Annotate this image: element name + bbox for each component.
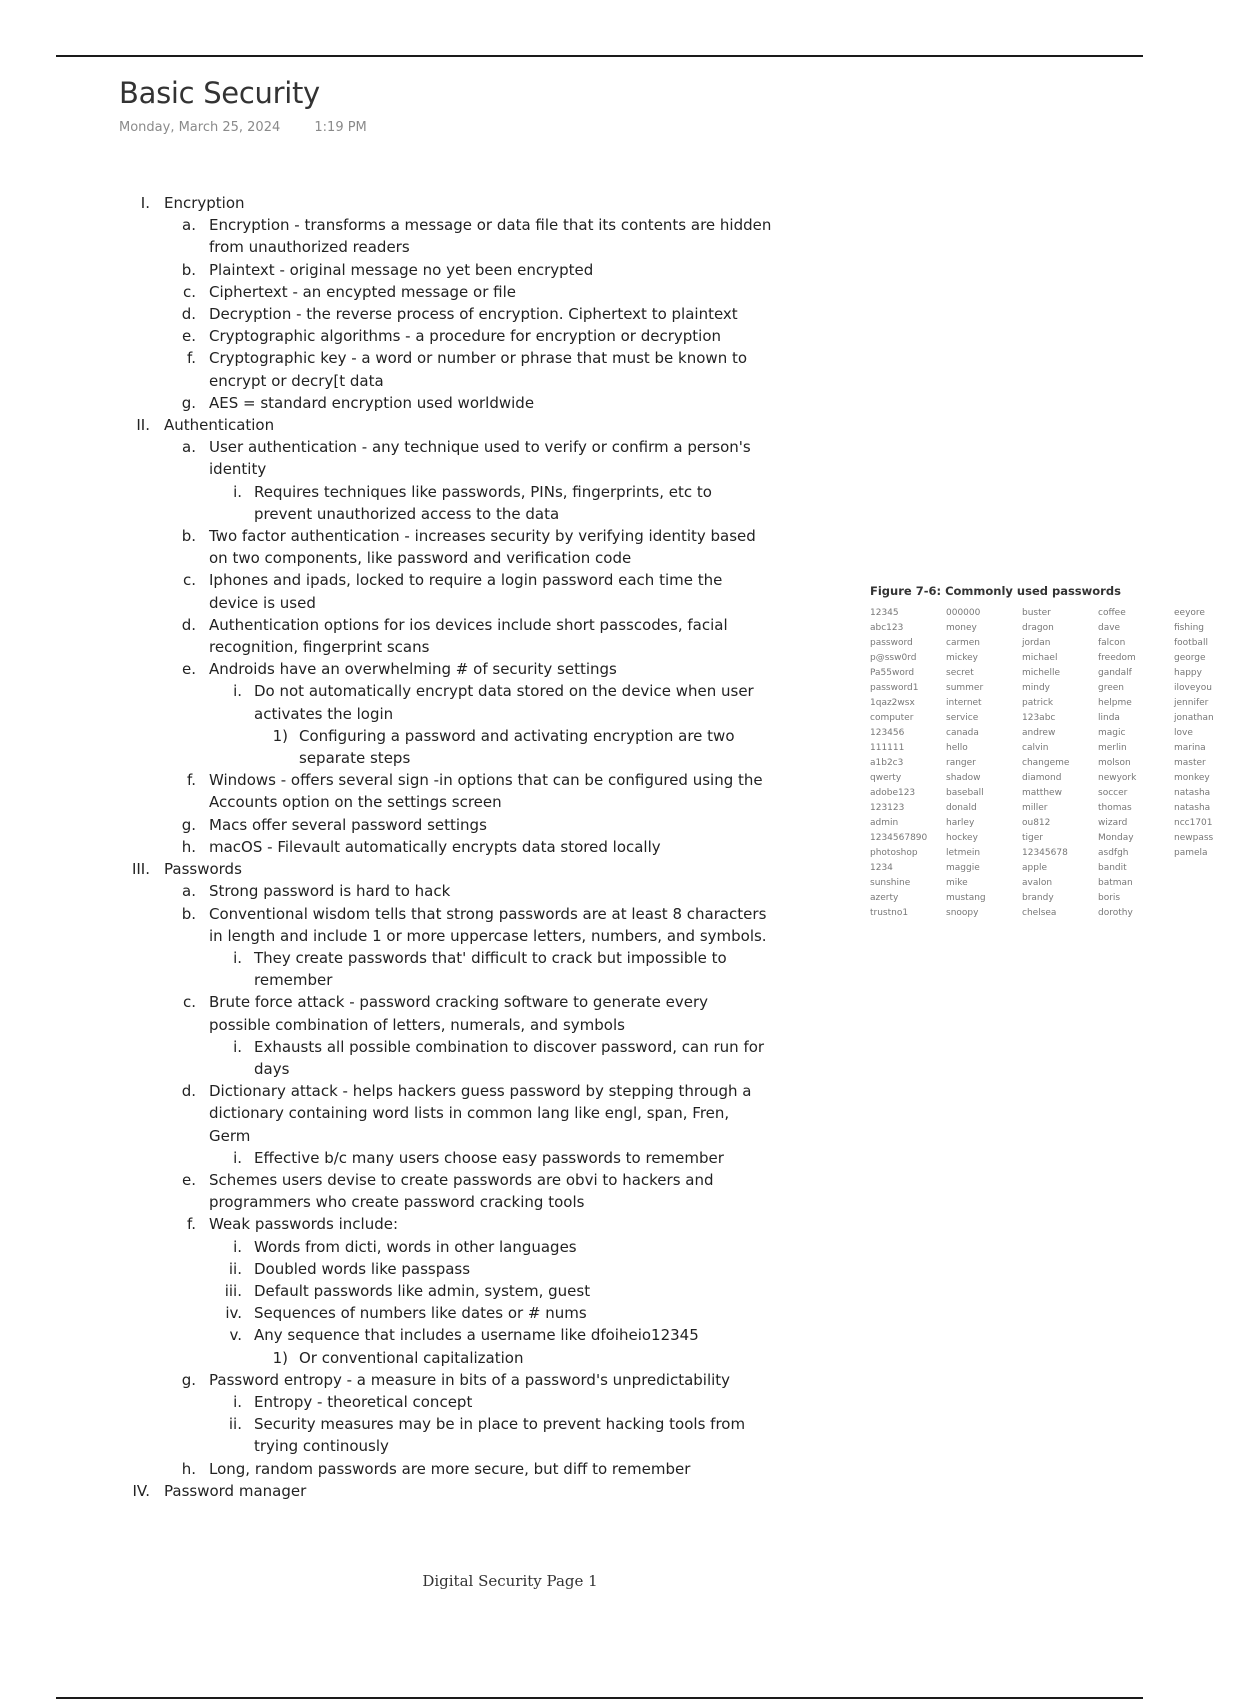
outline-text: Exhausts all possible combination to discover password, can run for [254, 1037, 765, 1056]
outline-line [118, 1480, 768, 1502]
outline-line [118, 481, 768, 503]
password-cell: 1234567890 [870, 833, 928, 843]
password-cell: ou812 [1022, 818, 1051, 828]
password-cell: chelsea [1022, 908, 1057, 918]
outline-marker: I. [140, 194, 150, 212]
outline-marker: e. [182, 1170, 196, 1189]
password-cell: wizard [1098, 818, 1128, 828]
outline-line [118, 658, 768, 680]
password-cell: buster [1022, 608, 1051, 618]
password-cell: avalon [1022, 878, 1053, 888]
page-date: Monday, March 25, 2024 [119, 120, 281, 135]
outline-line [118, 458, 768, 480]
password-figure [870, 584, 1214, 921]
password-cell: gandalf [1098, 668, 1132, 678]
password-cell: freedom [1098, 653, 1136, 663]
outline-text: Macs offer several password settings [209, 815, 487, 834]
password-cell: jennifer [1174, 698, 1209, 708]
outline-text: Plaintext - original message no yet been encrypted [209, 260, 594, 279]
outline-line [118, 436, 768, 458]
outline-line [118, 1014, 768, 1036]
password-cell: dorothy [1098, 908, 1133, 918]
password-cell: calvin [1022, 743, 1049, 753]
outline-text: Sequences of numbers like dates or # nums [254, 1304, 587, 1323]
password-cell: natasha [1174, 803, 1211, 813]
password-cell: qwerty [870, 773, 902, 783]
outline-text: Dictionary attack - helps hackers guess password by stepping through a [209, 1082, 752, 1101]
outline-text: Do not automatically encrypt data stored on the device when user [254, 682, 754, 701]
figure-caption: Figure 7-6: Commonly used passwords [870, 584, 1121, 598]
outline-marker: III. [131, 860, 150, 879]
outline-text: Doubled words like passpass [254, 1259, 471, 1278]
password-cell [1174, 891, 1250, 906]
outline-line [118, 1347, 768, 1369]
password-cell [1174, 906, 1250, 921]
outline-marker: g. [181, 815, 196, 834]
password-cell: natasha [1174, 788, 1211, 798]
outline-text: Germ [209, 1126, 251, 1145]
outline-text: Brute force attack - password cracking software to generate every [209, 993, 709, 1012]
outline-line [118, 1058, 768, 1080]
outline-text: Cryptographic key - a word or number or phrase that must be known to [209, 349, 748, 368]
outline-text: on two components, like password and verification code [209, 549, 632, 568]
password-cell: dragon [1022, 623, 1054, 633]
password-cell: pamela [1174, 848, 1208, 858]
outline-line [118, 503, 768, 525]
outline-text: remember [254, 971, 333, 990]
outline-marker: II. [136, 416, 150, 435]
outline-text: Ciphertext - an encypted message or file [209, 282, 517, 301]
outline-text: Encryption - transforms a message or data file that its contents are hidden [209, 216, 772, 235]
outline-line [118, 1435, 768, 1457]
password-cell: boris [1098, 893, 1121, 903]
password-cell: thomas [1098, 803, 1132, 813]
password-cell: photoshop [870, 848, 918, 858]
outline-text: device is used [209, 593, 316, 612]
outline-marker: i. [233, 1392, 242, 1411]
password-cell: 123456 [870, 728, 905, 738]
outline-marker: iii. [224, 1281, 242, 1300]
password-cell: canada [946, 728, 979, 738]
outline-line [118, 969, 768, 991]
outline-line [118, 214, 772, 236]
outline-text: dictionary containing word lists in common lang like engl, span, Fren, [209, 1104, 730, 1123]
password-cell: adobe123 [870, 788, 916, 798]
outline-line [118, 1236, 768, 1258]
password-cell: password [870, 638, 913, 648]
outline-text: trying continously [254, 1437, 389, 1456]
password-cell: jordan [1022, 638, 1051, 648]
outline-text: Accounts option on the settings screen [209, 793, 502, 812]
outline-line [118, 747, 768, 769]
outline-text: prevent unauthorized access to the data [254, 504, 560, 523]
outline-marker: g. [181, 393, 196, 412]
password-cell: helpme [1098, 698, 1132, 708]
outline-marker: i. [233, 948, 242, 967]
outline-text: recognition, fingerprint scans [209, 638, 430, 657]
password-cell [1174, 861, 1250, 876]
page-footer: Digital Security Page 1 [422, 1572, 598, 1590]
password-cell: service [946, 713, 979, 723]
outline-text: Any sequence that includes a username like dfoiheio12345 [254, 1326, 699, 1345]
password-cell [1174, 876, 1250, 891]
outline-marker: 1) [272, 726, 288, 745]
outline-line [118, 347, 768, 369]
outline-text: Configuring a password and activating encryption are two [299, 726, 735, 745]
password-cell: trustno1 [870, 908, 909, 918]
outline-text: Two factor authentication - increases security by verifying identity based [209, 527, 756, 546]
outline-marker: f. [187, 349, 196, 368]
password-cell: george [1174, 653, 1206, 663]
password-cell: 123abc [1022, 713, 1056, 723]
outline-marker: d. [181, 1082, 196, 1101]
password-cell: admin [870, 818, 899, 828]
outline-marker: c. [182, 571, 196, 590]
password-cell: miller [1022, 803, 1048, 813]
outline-text: Schemes users devise to create passwords are obvi to hackers and [209, 1170, 714, 1189]
outline-text: from unauthorized readers [209, 238, 410, 257]
outline-line [118, 1302, 768, 1324]
outline-marker: e. [182, 660, 196, 679]
outline-line [118, 414, 768, 436]
password-cell: azerty [870, 893, 899, 903]
password-cell: 000000 [946, 608, 981, 618]
password-cell: linda [1098, 713, 1120, 723]
outline-text: Entropy - theoretical concept [254, 1392, 473, 1411]
outline-line [118, 525, 768, 547]
bottom-rule [56, 1697, 1143, 1699]
password-cell: internet [946, 698, 982, 708]
password-cell: green [1098, 683, 1124, 693]
password-cell: 1234 [870, 863, 893, 873]
outline-marker: e. [182, 327, 196, 346]
outline-text: They create passwords that' difficult to crack but impossible to [254, 948, 727, 967]
outline-line [118, 192, 768, 214]
password-cell: michelle [1022, 668, 1060, 678]
outline-text: Windows - offers several sign -in options that can be configured using the [209, 771, 763, 790]
outline-line [118, 1191, 768, 1213]
password-cell: p@ssw0rd [870, 653, 917, 663]
outline-marker: b. [181, 260, 196, 279]
password-cell: mustang [946, 893, 986, 903]
outline-text: identity [209, 460, 267, 479]
password-cell: merlin [1098, 743, 1127, 753]
password-cell: andrew [1022, 728, 1056, 738]
outline-line [118, 1369, 768, 1391]
outline-line [118, 325, 768, 347]
password-cell: diamond [1022, 773, 1062, 783]
outline-text: User authentication - any technique used to verify or confirm a person's [209, 438, 751, 457]
outline-text: Androids have an overwhelming # of security settings [209, 660, 617, 679]
outline-text: Requires techniques like passwords, PINs, fingerprints, etc to [254, 482, 712, 501]
outline-text: Or conventional capitalization [299, 1348, 524, 1367]
outline-text: macOS - Filevault automatically encrypts data stored locally [209, 837, 661, 856]
outline-line [118, 592, 768, 614]
password-cell: eeyore [1174, 608, 1205, 618]
outline-text: encrypt or decry[t data [209, 371, 384, 390]
outline-line [118, 547, 768, 569]
password-cell: mindy [1022, 683, 1051, 693]
password-cell: sunshine [870, 878, 911, 888]
password-cell: money [946, 623, 977, 633]
password-cell: soccer [1098, 788, 1128, 798]
outline-line [118, 836, 768, 858]
outline-line [118, 1125, 768, 1147]
outline-marker: h. [181, 1459, 196, 1478]
outline-marker: d. [181, 615, 196, 634]
page-timestamp [119, 120, 367, 135]
password-cell: computer [870, 713, 914, 723]
outline-marker: iv. [225, 1304, 242, 1323]
outline-line [118, 1169, 768, 1191]
password-cell: hello [946, 743, 968, 753]
outline-line [118, 703, 768, 725]
outline-text: Iphones and ipads, locked to require a login password each time the [209, 571, 723, 590]
outline-line [118, 303, 768, 325]
outline-marker: ii. [228, 1259, 242, 1278]
outline-marker: a. [182, 216, 196, 235]
outline-marker: a. [182, 438, 196, 457]
outline-marker: d. [181, 305, 196, 324]
outline-line [118, 1147, 768, 1169]
password-cell: 111111 [870, 743, 905, 753]
password-cell: 123123 [870, 803, 905, 813]
outline-marker: g. [181, 1370, 196, 1389]
password-cell: coffee [1098, 608, 1126, 618]
password-cell: marina [1174, 743, 1206, 753]
password-cell: hockey [946, 833, 978, 843]
outline-line [118, 903, 768, 925]
outline-line [118, 814, 768, 836]
outline-line [118, 880, 768, 902]
outline-line [118, 1036, 768, 1058]
password-cell: letmein [946, 848, 981, 858]
password-cell: newyork [1098, 773, 1137, 783]
outline-line [118, 1080, 768, 1102]
outline-text: possible combination of letters, numerals, and symbols [209, 1015, 625, 1034]
outline-text: Decryption - the reverse process of encryption. Ciphertext to plaintext [209, 305, 738, 324]
password-cell: iloveyou [1174, 683, 1212, 693]
outline-marker: i. [233, 1037, 242, 1056]
outline-marker: a. [182, 882, 196, 901]
password-cell: a1b2c3 [870, 758, 904, 768]
password-cell: harley [946, 818, 975, 828]
outline-line [118, 1102, 768, 1124]
outline-text: Words from dicti, words in other languages [254, 1237, 577, 1256]
outline-line [118, 236, 768, 258]
password-cell: snoopy [946, 908, 979, 918]
outline-text: activates the login [254, 704, 394, 723]
outline-text: Passwords [164, 860, 242, 879]
outline-text: Default passwords like admin, system, guest [254, 1281, 591, 1300]
outline-text: Encryption [164, 194, 245, 212]
password-cell: Pa55word [870, 668, 915, 678]
outline-marker: v. [229, 1326, 242, 1345]
password-cell: brandy [1022, 893, 1054, 903]
outline-marker: 1) [272, 1348, 288, 1367]
outline-marker: f. [187, 1215, 196, 1234]
outline-marker: i. [233, 1148, 242, 1167]
password-cell: Monday [1098, 833, 1134, 843]
outline-line [118, 1258, 768, 1280]
password-cell: falcon [1098, 638, 1126, 648]
password-table [870, 606, 1214, 921]
outline-text: Authentication options for ios devices include short passcodes, facial [209, 615, 728, 634]
outline-marker: b. [181, 904, 196, 923]
outline-line [118, 858, 768, 880]
password-cell: bandit [1098, 863, 1127, 873]
password-cell: ranger [946, 758, 976, 768]
password-cell: newpass [1174, 833, 1214, 843]
page-time: 1:19 PM [314, 120, 367, 135]
outline-text: Strong password is hard to hack [209, 882, 451, 901]
outline-text: in length and include 1 or more uppercase letters, numbers, and symbols. [209, 926, 767, 945]
outline-text: days [254, 1059, 290, 1078]
password-cell: maggie [946, 863, 980, 873]
outline-line [118, 791, 768, 813]
password-cell: football [1174, 638, 1208, 648]
password-cell: jonathan [1174, 713, 1214, 723]
outline-text: separate steps [299, 749, 411, 768]
password-cell: 12345678 [1022, 848, 1068, 858]
outline-text: Password entropy - a measure in bits of a password's unpredictability [209, 1370, 731, 1389]
password-cell: apple [1022, 863, 1047, 873]
outline-line [118, 947, 768, 969]
password-cell: abc123 [870, 623, 904, 633]
outline-text: Conventional wisdom tells that strong passwords are at least 8 characters [209, 904, 767, 923]
outline-line [118, 1213, 768, 1235]
outline-line [118, 1391, 768, 1413]
password-cell: donald [946, 803, 977, 813]
outline-text: AES = standard encryption used worldwide [209, 393, 535, 412]
password-cell: matthew [1022, 788, 1062, 798]
outline-marker: c. [182, 993, 196, 1012]
outline-text: programmers who create password cracking tools [209, 1193, 585, 1212]
outline-text: Authentication [164, 416, 275, 435]
password-cell: magic [1098, 728, 1126, 738]
outline-marker: b. [181, 527, 196, 546]
outline-line [118, 680, 768, 702]
password-cell: shadow [946, 773, 981, 783]
outline-marker: ii. [228, 1415, 242, 1434]
password-cell: asdfgh [1098, 848, 1129, 858]
password-cell: monkey [1174, 773, 1210, 783]
password-cell: mickey [946, 653, 978, 663]
outline-line [118, 1280, 768, 1302]
password-cell: happy [1174, 668, 1202, 678]
password-cell: baseball [946, 788, 984, 798]
top-rule [56, 55, 1143, 57]
password-cell: 12345 [870, 608, 899, 618]
outline-text: Long, random passwords are more secure, but diff to remember [209, 1459, 691, 1478]
password-cell: batman [1098, 878, 1133, 888]
outline-text: Password manager [164, 1481, 307, 1500]
password-cell: password1 [870, 683, 919, 693]
outline-line [118, 392, 768, 414]
outline-line [118, 259, 768, 281]
outline-line [118, 769, 768, 791]
outline-marker: f. [187, 771, 196, 790]
outline-line [118, 725, 768, 747]
outline-line [118, 281, 768, 303]
outline-line [118, 614, 768, 636]
outline-line [118, 1413, 768, 1435]
notes-outline [118, 192, 772, 1502]
outline-line [118, 1458, 768, 1480]
password-cell: patrick [1022, 698, 1054, 708]
outline-marker: i. [233, 1237, 242, 1256]
outline-text: Effective b/c many users choose easy passwords to remember [254, 1148, 724, 1167]
password-cell: fishing [1174, 623, 1204, 633]
outline-line [118, 370, 768, 392]
outline-line [118, 925, 768, 947]
password-cell: 1qaz2wsx [870, 698, 915, 708]
outline-text: Cryptographic algorithms - a procedure for encryption or decryption [209, 327, 722, 346]
outline-line [118, 991, 768, 1013]
outline-marker: h. [181, 837, 196, 856]
outline-marker: c. [182, 282, 196, 301]
outline-marker: IV. [132, 1481, 150, 1500]
password-cell: michael [1022, 653, 1058, 663]
outline-marker: i. [233, 482, 242, 501]
page-title: Basic Security [119, 76, 320, 110]
password-cell: mike [946, 878, 968, 888]
password-cell: tiger [1022, 833, 1043, 843]
password-cell: changeme [1022, 758, 1070, 768]
outline-text: Weak passwords include: [209, 1215, 399, 1234]
outline-line [118, 636, 768, 658]
password-cell: dave [1098, 623, 1121, 633]
outline-line [118, 1324, 768, 1346]
outline-line [118, 569, 768, 591]
password-cell: ncc1701 [1174, 818, 1213, 828]
password-cell: love [1174, 728, 1193, 738]
password-cell: carmen [946, 638, 981, 648]
password-cell: secret [946, 668, 974, 678]
password-cell: master [1174, 758, 1206, 768]
password-cell: molson [1098, 758, 1131, 768]
password-cell: summer [946, 683, 984, 693]
outline-marker: i. [233, 682, 242, 701]
outline-text: Security measures may be in place to prevent hacking tools from [254, 1415, 746, 1434]
